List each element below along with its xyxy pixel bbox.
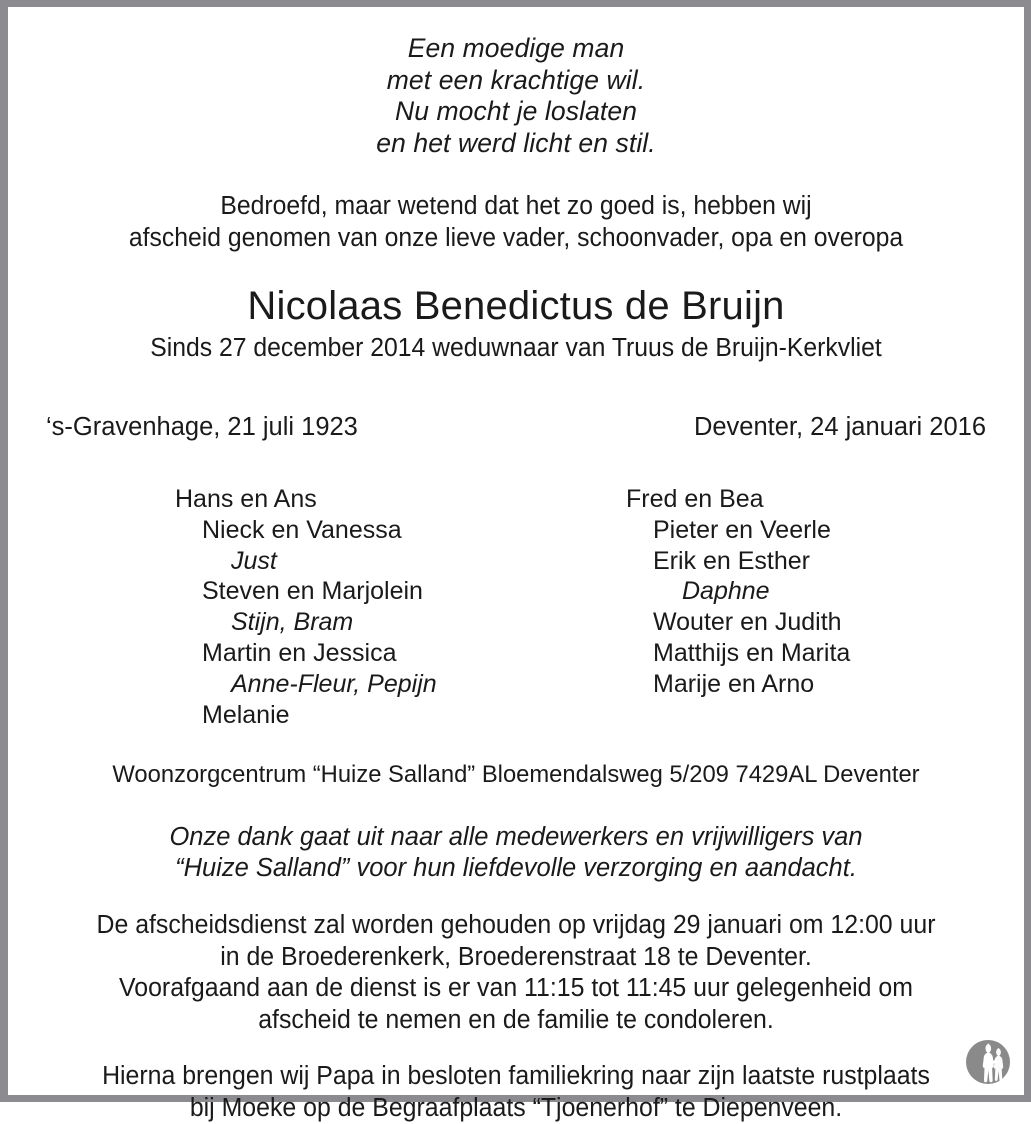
death-place-date: Deventer, 24 januari 2016 — [693, 413, 986, 441]
intro-block — [23, 159, 1009, 254]
family-member: Martin en Jessica — [202, 638, 397, 667]
service-line: Voorafgaand aan de dienst is er van 11:15 tot 11:45 uur gelegenheid om — [119, 974, 913, 1003]
burial-line: bij Moeke op de Begraafplaats “Tjoenerhof” te Diepenveen. — [189, 1093, 843, 1122]
poem-block — [8, 7, 1024, 159]
family-member: Marije en Arno — [653, 669, 815, 698]
family-member: Melanie — [202, 700, 290, 729]
family-member: Erik en Esther — [653, 546, 811, 575]
poem-line: Een moedige man — [407, 33, 625, 63]
widow-status-line: Sinds 27 december 2014 weduwnaar van Truus de Bruijn-Kerkvliet — [150, 334, 882, 362]
birth-death-row — [8, 364, 1024, 442]
deceased-name: Nicolaas Benedictus de Bruijn — [247, 284, 785, 328]
family-member: Stijn, Bram — [231, 608, 354, 637]
intro-line: Bedroefd, maar wetend dat het zo goed is, hebben wij — [220, 192, 812, 220]
service-line: afscheid te nemen en de familie te condoleren. — [258, 1005, 774, 1034]
family-column-right — [516, 484, 1024, 730]
family-member: Anne-Fleur, Pepijn — [231, 669, 437, 698]
family-columns — [8, 442, 1024, 730]
family-member: Pieter en Veerle — [653, 515, 831, 544]
obituary-sheet — [8, 7, 1024, 1122]
thanks-line: “Huize Salland” voor hun liefdevolle verzorging en aandacht. — [175, 854, 857, 883]
family-member: Fred en Bea — [626, 485, 764, 513]
family-member: Daphne — [682, 577, 770, 606]
two-figures-embracing-logo — [962, 1036, 1014, 1088]
burial-line: Hierna brengen wij Papa in besloten familiekring naar zijn laatste rustplaats — [102, 1062, 930, 1091]
service-details-block — [21, 884, 1012, 1036]
family-member: Hans en Ans — [175, 485, 317, 513]
intro-line: afscheid genomen van onze lieve vader, schoonvader, opa en overopa — [128, 224, 904, 252]
family-member: Steven en Marjolein — [202, 577, 423, 606]
poem-line: met een krachtige wil. — [386, 64, 646, 95]
family-member: Matthijs en Marita — [653, 638, 851, 667]
burial-details-block — [21, 1036, 1012, 1124]
birth-place-date: ‘s-Gravenhage, 21 juli 1923 — [46, 413, 358, 441]
thanks-block — [8, 790, 1024, 884]
poem-line: Nu mocht je loslaten — [394, 96, 638, 126]
family-member: Nieck en Vanessa — [202, 515, 402, 544]
family-member: Wouter en Judith — [653, 608, 842, 637]
family-column-left — [8, 484, 516, 730]
service-line: in de Broederenkerk, Broederenstraat 18 te Deventer. — [220, 942, 812, 971]
correspondence-address: Woonzorgcentrum “Huize Salland” Bloemendalsweg 5/209 7429AL Deventer — [112, 761, 920, 789]
thanks-line: Onze dank gaat uit naar alle medewerkers en vrijwilligers van — [169, 823, 863, 852]
service-line: De afscheidsdienst zal worden gehouden op vrijdag 29 januari om 12:00 uur — [96, 911, 936, 940]
family-member: Just — [231, 546, 277, 575]
poem-line: en het werd licht en stil. — [376, 127, 656, 158]
